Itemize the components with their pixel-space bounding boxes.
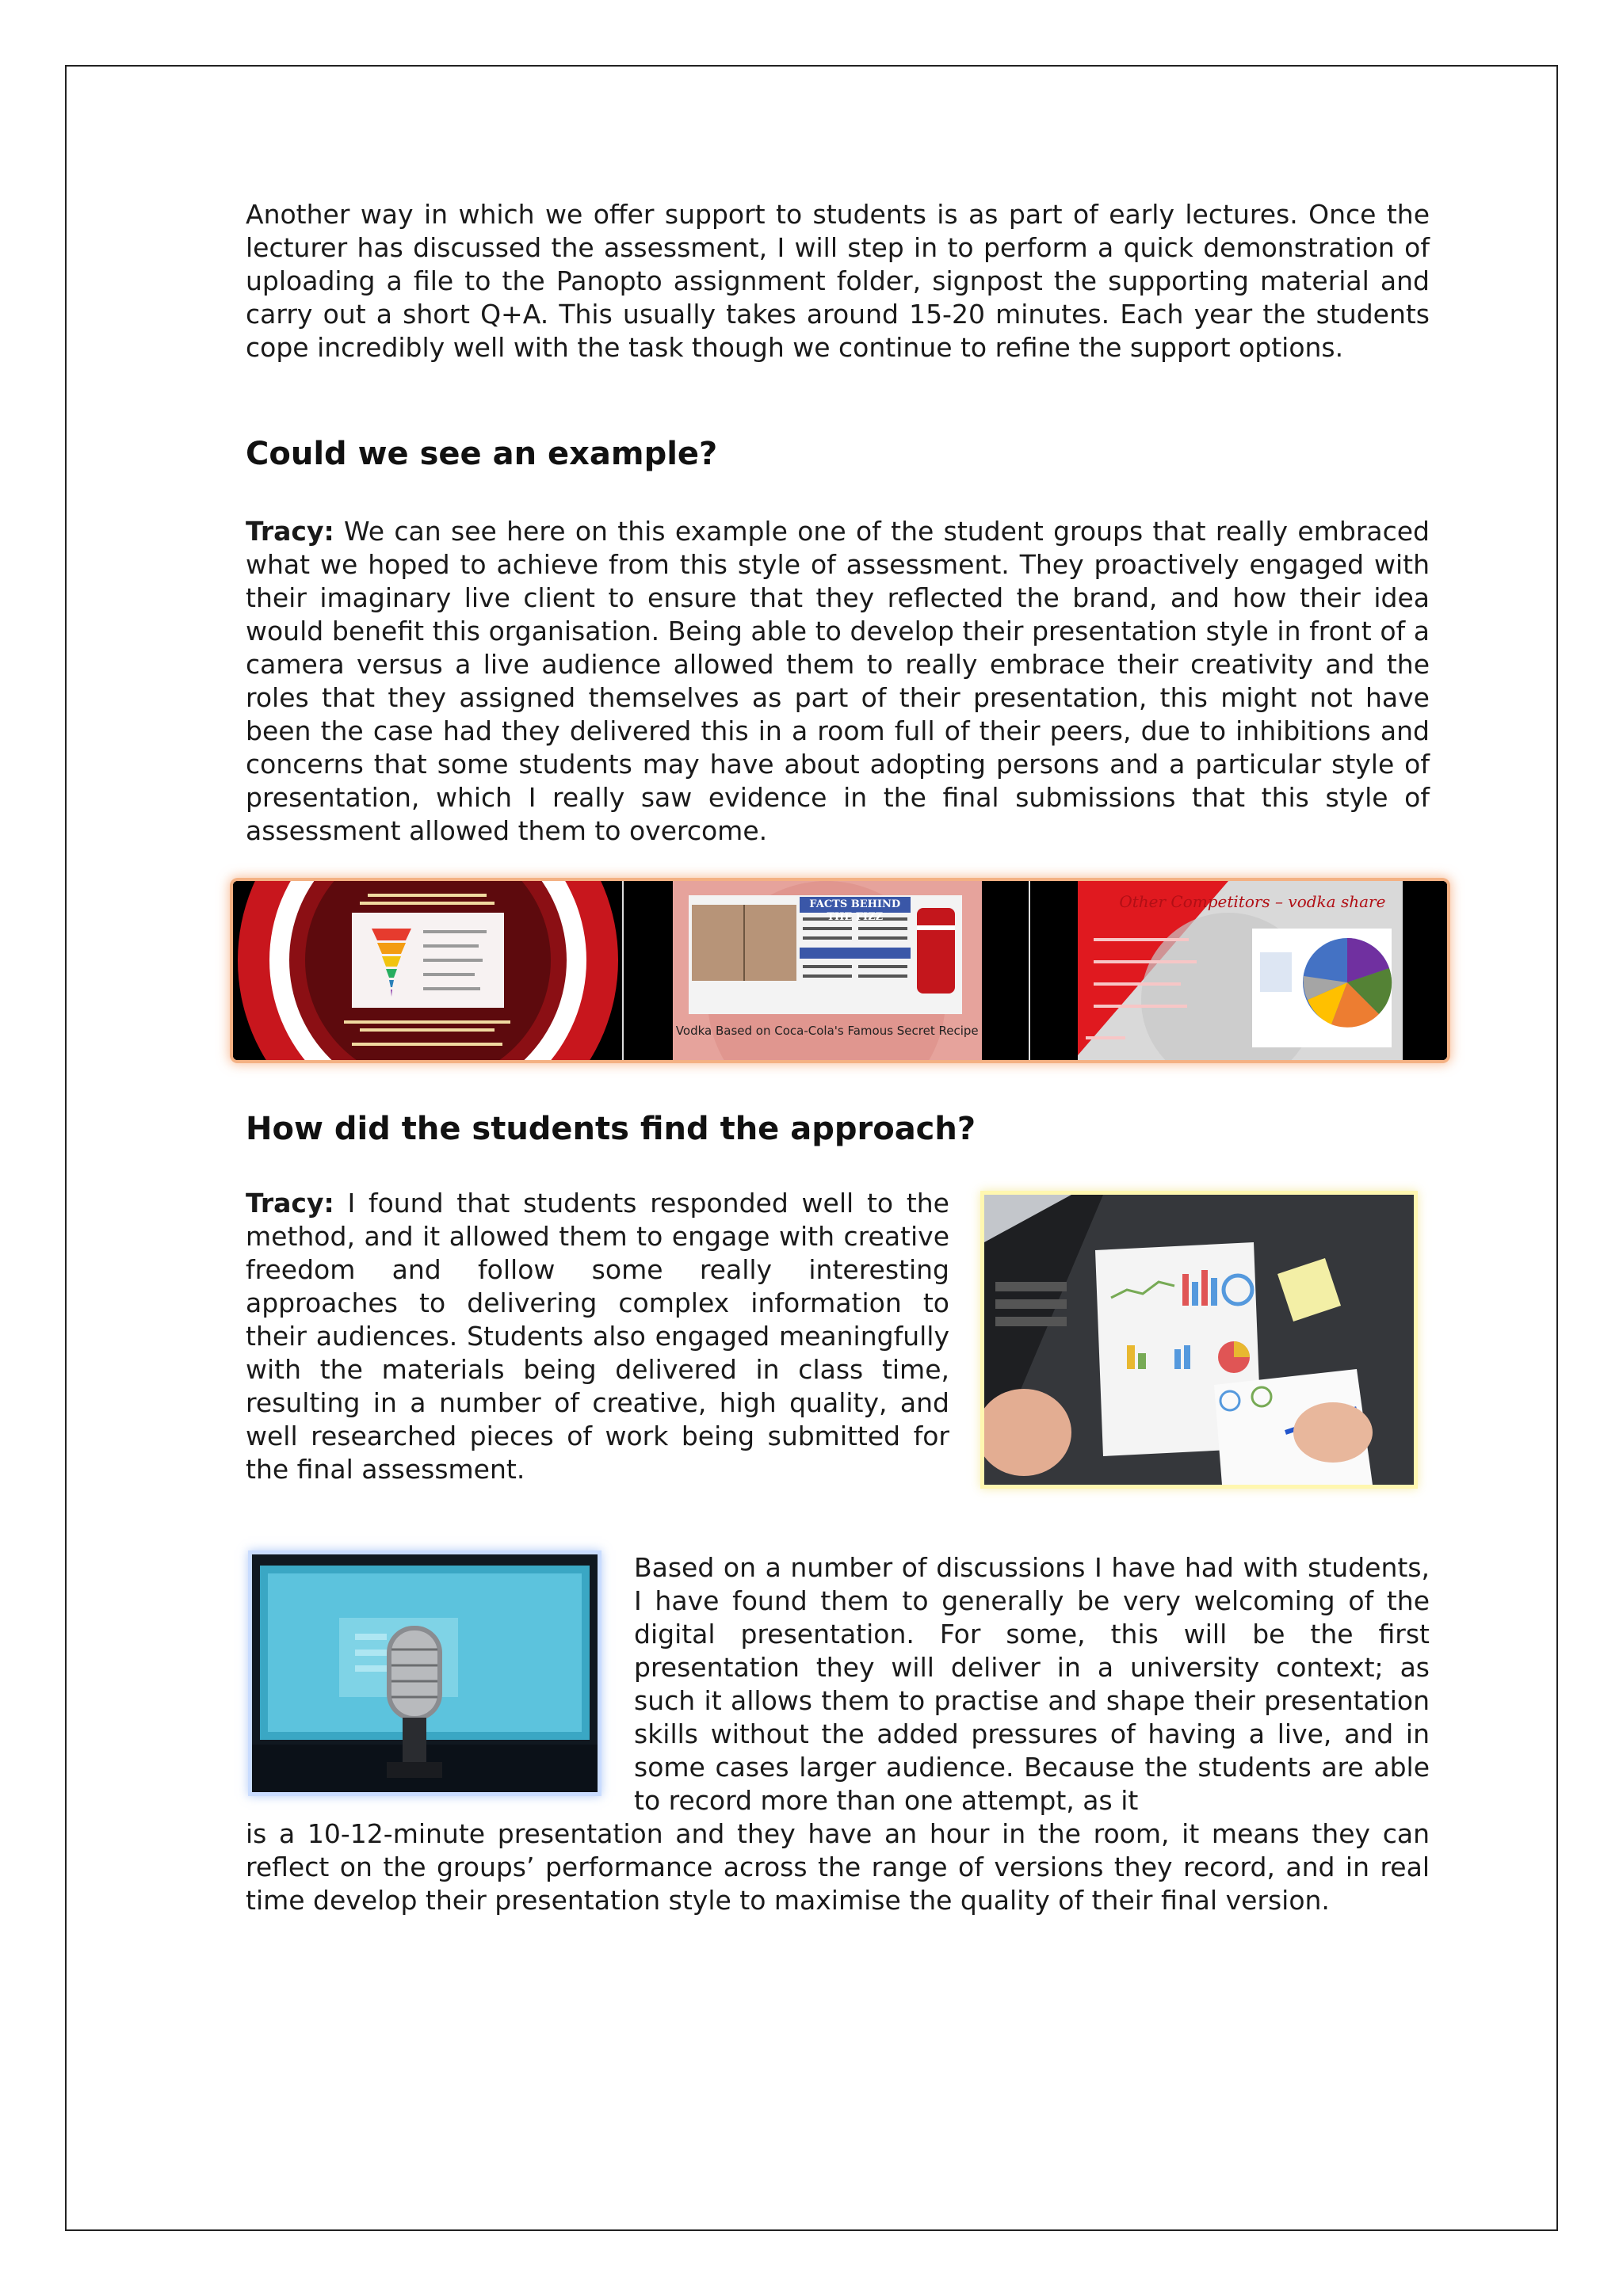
heading-example: Could we see an example? (246, 436, 718, 472)
example-text: We can see here on this example one of the student groups that really embraced what we hoped to achieve from this style of assessment. They proactively engaged with their imaginary live client to ensure that they reflected the brand, and how their idea would benefit this organisation. Being able to develop their presentation style in front of a camera versus a live audience allowed them to really embrace their creativity and the roles that they assigned themselves as part of their presentation, this might not have been the case had they delivered this in a room full of their peers, due to inhibitions and concerns that some students may have about adopting persons and a particular style of presentation, which I really saw evidence in the final submissions that this style of assessment allowed them to overcome. (246, 516, 1430, 846)
example-section (246, 515, 1430, 848)
microphone-photo-graphic (252, 1554, 598, 1792)
digital-section-continued (246, 1817, 1430, 1917)
approach-heading-block (246, 1109, 1430, 1149)
slide-2-caption: Vodka Based on Coca-Cola's Famous Secret Recipe (675, 1024, 979, 1038)
speaker-label: Tracy: (246, 516, 334, 547)
approach-section (246, 1187, 949, 1486)
intro-paragraph: Another way in which we offer support to students is as part of early lectures. Once the lecturer has discussed the assessment, I will step in to perform a quick demonstration of uploading a file to the Panopto assignment folder, signpost the supporting material and carry out a short Q+A. This usually takes around 15-20 minutes. Each year the students cope incredibly well with the task though we continue to refine the support options. (246, 199, 1430, 363)
slide-thumbnail-3 (1030, 881, 1447, 1060)
speaker-label: Tracy: (246, 1188, 334, 1219)
digital-paragraph-top: Based on a number of discussions I have had with students, I have found them to generally be very welcoming of the digital presentation. For some, this will be the first presentation they will deliver in a university context; as such it allows them to practise and shape their presentation skills without the added pressures of having a live, and in some cases larger audience. Because the students are able to record more than one attempt, as it (634, 1552, 1430, 1816)
laptop-analytics-photo (984, 1195, 1414, 1485)
laptop-photo-graphic (984, 1195, 1414, 1485)
approach-paragraph (246, 1187, 949, 1486)
slide-3-title: Other Competitors – vodka share (1119, 892, 1386, 911)
slide-thumbnail-1 (233, 881, 624, 1060)
microphone-photo (252, 1554, 598, 1792)
intro-section (246, 198, 1430, 364)
digital-section (634, 1551, 1430, 1817)
heading-approach: How did the students find the approach? (246, 1111, 976, 1147)
example-heading-block (246, 434, 1430, 474)
digital-paragraph-bottom: is a 10-12-minute presentation and they have an hour in the room, it means they can reflect on the groups’ performance across the range of versions they record, and in real time develop their presentation style to maximise the quality of their final version. (246, 1818, 1430, 1916)
slide-1-graphic (233, 881, 623, 1060)
example-paragraph (246, 515, 1430, 848)
approach-text: I found that students responded well to the method, and it allowed them to engage with creative freedom and follow some really interesting approaches to delivering complex information to their audiences. Students also engaged meaningfully with the materials being delivered in class time, resulting in a number of creative, high quality, and well researched pieces of work being submitted for the final assessment. (246, 1188, 949, 1485)
slide-2-title: FACTS BEHIND THE FIZZ (809, 898, 901, 923)
slide-thumbnail-2 (624, 881, 1031, 1060)
presentation-slides-strip (233, 881, 1447, 1060)
